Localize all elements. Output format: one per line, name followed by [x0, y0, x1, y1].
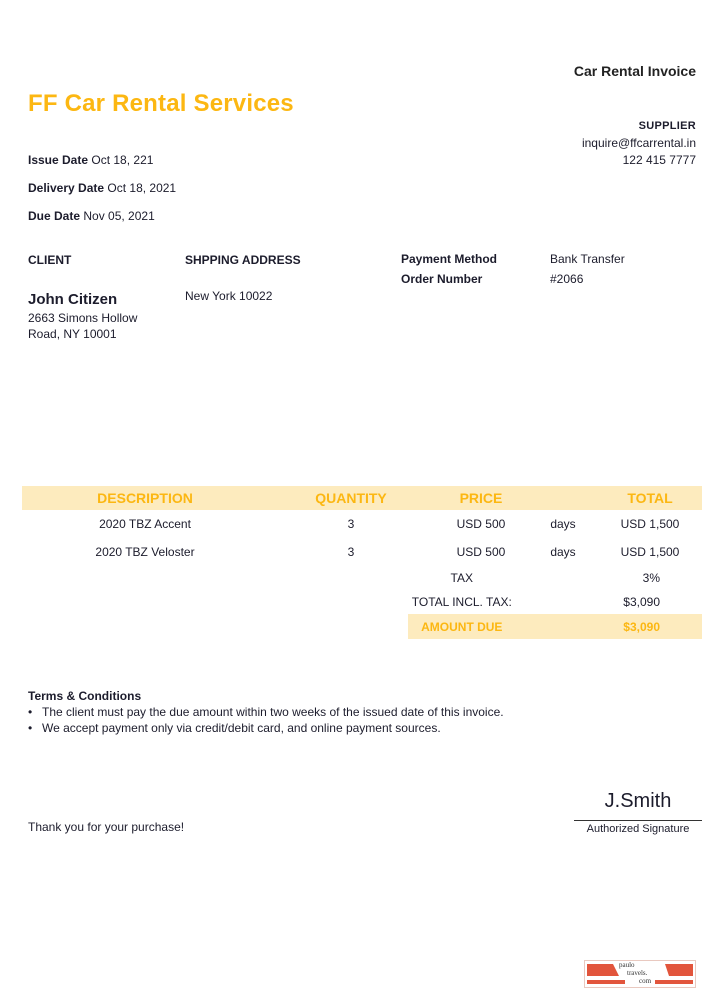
terms-item: • The client must pay the due amount within two weeks of the issued date of this invoice. [28, 704, 504, 720]
terms-item: • We accept payment only via credit/debit card, and online payment sources. [28, 720, 504, 736]
supplier-label: SUPPLIER [638, 120, 696, 132]
company-name: FF Car Rental Services [28, 90, 294, 117]
signature-line [574, 820, 702, 821]
payment-method-row: Payment Method Bank Transfer [401, 252, 625, 266]
supplier-phone: 122 415 7777 [622, 153, 696, 167]
dates-block [28, 153, 176, 237]
items-table [22, 486, 702, 566]
thank-you-note: Thank you for your purchase! [28, 820, 185, 834]
supplier-email: inquire@ffcarrental.in [581, 136, 696, 150]
table-header [22, 486, 702, 510]
delivery-date: Delivery Date Oct 18, 2021 [28, 181, 177, 195]
tax-row: TAX 3% [450, 571, 660, 585]
due-date: Due Date Nov 05, 2021 [28, 209, 155, 223]
client-name: John Citizen [28, 291, 118, 308]
signature-label: Authorized Signature [586, 823, 690, 835]
client-address: 2663 Simons Hollow Road, NY 10001 [28, 311, 138, 341]
header-price: PRICE [434, 486, 528, 510]
payment-block [401, 252, 625, 292]
terms-title: Terms & Conditions [28, 689, 142, 703]
table-row: 2020 TBZ Accent 3 USD 500 days USD 1,500 [99, 517, 680, 531]
header-quantity: QUANTITY [268, 486, 434, 510]
amount-due-row: AMOUNT DUE $3,090 [408, 614, 702, 639]
client-label: CLIENT [28, 253, 72, 267]
issue-date: Issue Date Oct 18, 221 [28, 153, 154, 167]
document-title: Car Rental Invoice [573, 63, 696, 79]
watermark-logo [584, 960, 696, 988]
signature-name: J.Smith [604, 790, 672, 812]
supplier-block [582, 118, 696, 169]
total-row: TOTAL INCL. TAX: $3,090 [411, 595, 660, 609]
header-description: DESCRIPTION [22, 486, 268, 510]
logo-text: paulo travels. com [619, 961, 652, 985]
header-unit [528, 486, 598, 510]
shipping-label: SHPPING ADDRESS [185, 253, 301, 267]
table-row: 2020 TBZ Veloster 3 USD 500 days USD 1,500 [95, 545, 680, 559]
shipping-address: New York 10022 [185, 289, 273, 303]
terms-block [28, 688, 504, 736]
order-number-row: Order Number #2066 [401, 272, 584, 286]
header-total: TOTAL [598, 486, 702, 510]
